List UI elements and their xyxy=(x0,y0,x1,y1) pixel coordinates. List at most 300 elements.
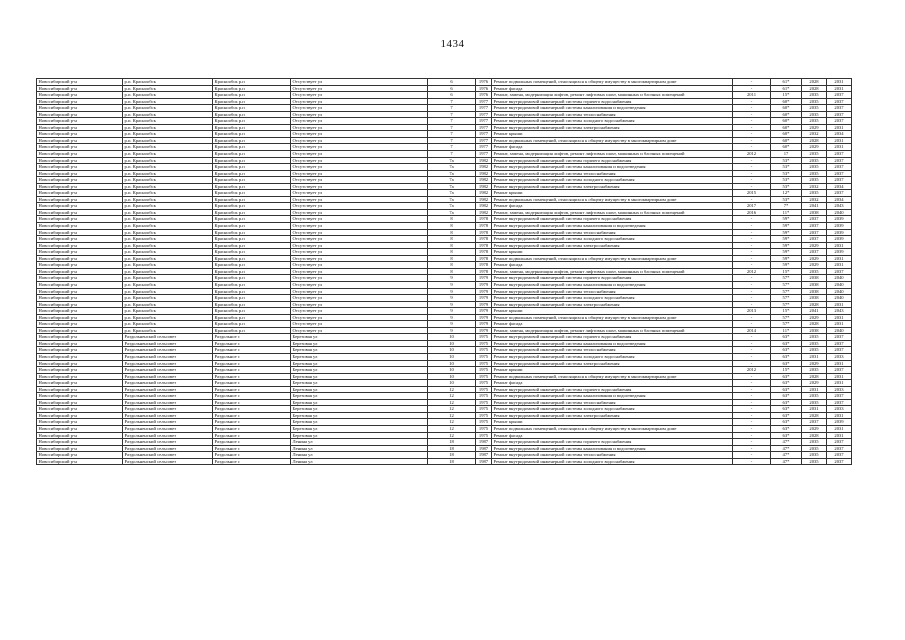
cell-year: 1979 xyxy=(476,295,492,302)
cell-last-repair-year: - xyxy=(733,196,771,203)
cell-wear-percent: 47* xyxy=(771,439,802,446)
cell-settlement: Раздольное с xyxy=(213,439,291,446)
cell-plan-end: 2037 xyxy=(827,268,852,275)
cell-street: Отсутствует ул xyxy=(291,124,428,131)
cell-district: Новосибирский р-н xyxy=(37,268,123,275)
cell-house: 12 xyxy=(428,399,476,406)
cell-district: Новосибирский р-н xyxy=(37,216,123,223)
cell-house: 8 xyxy=(428,216,476,223)
cell-work-type: Ремонт внутридомовой инженерной системы горячего водоснабжения xyxy=(492,157,733,164)
cell-settlement: Раздольное с xyxy=(213,367,291,374)
cell-work-type: Ремонт, замена, модернизация лифтов, ремонт лифтовых шахт, машинных и блочных помещений xyxy=(492,92,733,99)
cell-house: 6 xyxy=(428,85,476,92)
cell-year: 1975 xyxy=(476,373,492,380)
cell-street: Отсутствует ул xyxy=(291,190,428,197)
cell-plan-start: 2028 xyxy=(802,301,827,308)
cell-settlement: Краснообск р.п xyxy=(213,164,291,171)
cell-work-type: Ремонт фасада xyxy=(492,144,733,151)
cell-plan-end: 2033 xyxy=(827,386,852,393)
cell-municipality: р.п. Краснообск xyxy=(123,209,213,216)
cell-year: 1978 xyxy=(476,262,492,269)
cell-district: Новосибирский р-н xyxy=(37,209,123,216)
cell-last-repair-year: - xyxy=(733,380,771,387)
cell-district: Новосибирский р-н xyxy=(37,98,123,105)
cell-wear-percent: 63* xyxy=(771,399,802,406)
cell-house: 9 xyxy=(428,314,476,321)
cell-settlement: Краснообск р.п xyxy=(213,295,291,302)
cell-district: Новосибирский р-н xyxy=(37,373,123,380)
cell-street: Отсутствует ул xyxy=(291,79,428,86)
cell-wear-percent: 63* xyxy=(771,340,802,347)
cell-plan-end: 2031 xyxy=(827,380,852,387)
cell-last-repair-year: - xyxy=(733,118,771,125)
cell-district: Новосибирский р-н xyxy=(37,412,123,419)
cell-municipality: р.п. Краснообск xyxy=(123,111,213,118)
cell-wear-percent: 53* xyxy=(771,157,802,164)
cell-settlement: Краснообск р.п xyxy=(213,236,291,243)
cell-plan-end: 2039 xyxy=(827,223,852,230)
cell-year: 1975 xyxy=(476,432,492,439)
cell-plan-start: 2038 xyxy=(802,288,827,295)
cell-work-type: Ремонт внутридомовой инженерной системы горячего водоснабжения xyxy=(492,386,733,393)
cell-municipality: р.п. Краснообск xyxy=(123,157,213,164)
cell-settlement: Краснообск р.п xyxy=(213,281,291,288)
cell-work-type: Ремонт внутридомовой инженерной системы горячего водоснабжения xyxy=(492,98,733,105)
cell-plan-start: 2029 xyxy=(802,144,827,151)
cell-plan-start: 2041 xyxy=(802,308,827,315)
cell-plan-end: 2031 xyxy=(827,321,852,328)
cell-house: 9 xyxy=(428,301,476,308)
cell-house: 8 xyxy=(428,236,476,243)
cell-settlement: Раздольное с xyxy=(213,406,291,413)
cell-municipality: Раздольненский сельсовет xyxy=(123,458,213,465)
cell-last-repair-year: - xyxy=(733,236,771,243)
cell-street: Отсутствует ул xyxy=(291,209,428,216)
cell-street: Отсутствует ул xyxy=(291,170,428,177)
cell-last-repair-year: 2013 xyxy=(733,308,771,315)
cell-municipality: р.п. Краснообск xyxy=(123,249,213,256)
cell-wear-percent: 60* xyxy=(771,144,802,151)
cell-last-repair-year: - xyxy=(733,340,771,347)
cell-wear-percent: 59* xyxy=(771,223,802,230)
cell-settlement: Краснообск р.п xyxy=(213,288,291,295)
cell-year: 1979 xyxy=(476,275,492,282)
cell-wear-percent: 47* xyxy=(771,445,802,452)
cell-street: Отсутствует ул xyxy=(291,281,428,288)
cell-year: 1975 xyxy=(476,419,492,426)
cell-municipality: Раздольненский сельсовет xyxy=(123,373,213,380)
cell-settlement: Краснообск р.п xyxy=(213,105,291,112)
cell-wear-percent: 60* xyxy=(771,98,802,105)
cell-house: 6 xyxy=(428,79,476,86)
cell-district: Новосибирский р-н xyxy=(37,229,123,236)
cell-district: Новосибирский р-н xyxy=(37,452,123,459)
cell-house: 12 xyxy=(428,393,476,400)
cell-wear-percent: 60* xyxy=(771,118,802,125)
cell-year: 1975 xyxy=(476,399,492,406)
cell-year: 1978 xyxy=(476,249,492,256)
cell-plan-start: 2038 xyxy=(802,275,827,282)
cell-last-repair-year: - xyxy=(733,439,771,446)
cell-last-repair-year: - xyxy=(733,406,771,413)
cell-last-repair-year: 2012 xyxy=(733,151,771,158)
cell-wear-percent: 12* xyxy=(771,190,802,197)
cell-municipality: р.п. Краснообск xyxy=(123,301,213,308)
cell-wear-percent: 57* xyxy=(771,288,802,295)
cell-last-repair-year: - xyxy=(733,321,771,328)
cell-street: Ленина ул xyxy=(291,439,428,446)
cell-last-repair-year: - xyxy=(733,432,771,439)
cell-settlement: Краснообск р.п xyxy=(213,137,291,144)
cell-plan-end: 2031 xyxy=(827,314,852,321)
cell-plan-end: 2037 xyxy=(827,334,852,341)
cell-work-type: Ремонт внутридомовой инженерной системы холодного водоснабжения xyxy=(492,458,733,465)
cell-district: Новосибирский р-н xyxy=(37,111,123,118)
cell-year: 1982 xyxy=(476,157,492,164)
cell-municipality: Раздольненский сельсовет xyxy=(123,406,213,413)
cell-work-type: Ремонт внутридомовой инженерной системы горячего водоснабжения xyxy=(492,439,733,446)
cell-house: 9 xyxy=(428,327,476,334)
cell-wear-percent: 17 xyxy=(771,151,802,158)
cell-wear-percent: 57* xyxy=(771,281,802,288)
cell-plan-start: 2035 xyxy=(802,439,827,446)
cell-house: 8 xyxy=(428,262,476,269)
cell-wear-percent: 63* xyxy=(771,353,802,360)
cell-plan-end: 2037 xyxy=(827,340,852,347)
cell-district: Новосибирский р-н xyxy=(37,223,123,230)
cell-last-repair-year: - xyxy=(733,157,771,164)
cell-plan-start: 2028 xyxy=(802,321,827,328)
cell-street: Отсутствует ул xyxy=(291,151,428,158)
cell-wear-percent: 15* xyxy=(771,268,802,275)
cell-settlement: Раздольное с xyxy=(213,452,291,459)
cell-house: 9 xyxy=(428,308,476,315)
cell-street: Отсутствует ул xyxy=(291,92,428,99)
cell-settlement: Краснообск р.п xyxy=(213,190,291,197)
cell-district: Новосибирский р-н xyxy=(37,288,123,295)
cell-street: Березовая ул xyxy=(291,412,428,419)
cell-last-repair-year: - xyxy=(733,314,771,321)
cell-work-type: Ремонт крыши xyxy=(492,249,733,256)
cell-work-type: Ремонт подвальных помещений, относящихся к общему имуществу в многоквартирном доме xyxy=(492,137,733,144)
cell-settlement: Раздольное с xyxy=(213,432,291,439)
cell-district: Новосибирский р-н xyxy=(37,105,123,112)
cell-municipality: р.п. Краснообск xyxy=(123,216,213,223)
cell-plan-start: 2035 xyxy=(802,98,827,105)
cell-plan-end: 2037 xyxy=(827,111,852,118)
cell-municipality: Раздольненский сельсовет xyxy=(123,353,213,360)
cell-work-type: Ремонт фасада xyxy=(492,432,733,439)
cell-settlement: Краснообск р.п xyxy=(213,223,291,230)
cell-work-type: Ремонт внутридомовой инженерной системы теплоснабжения xyxy=(492,399,733,406)
cell-wear-percent: 59* xyxy=(771,255,802,262)
cell-plan-end: 2037 xyxy=(827,105,852,112)
cell-last-repair-year: 2014 xyxy=(733,327,771,334)
cell-work-type: Ремонт внутридомовой инженерной системы холодного водоснабжения xyxy=(492,406,733,413)
cell-wear-percent: 57* xyxy=(771,314,802,321)
cell-year: 1979 xyxy=(476,288,492,295)
cell-street: Отсутствует ул xyxy=(291,85,428,92)
cell-wear-percent: 15* xyxy=(771,92,802,99)
cell-last-repair-year: 2015 xyxy=(733,190,771,197)
cell-settlement: Краснообск р.п xyxy=(213,209,291,216)
cell-year: 1977 xyxy=(476,151,492,158)
cell-district: Новосибирский р-н xyxy=(37,190,123,197)
cell-house: 10 xyxy=(428,353,476,360)
cell-house: 12 xyxy=(428,412,476,419)
cell-plan-end: 2040 xyxy=(827,295,852,302)
cell-work-type: Ремонт внутридомовой инженерной системы теплоснабжения xyxy=(492,170,733,177)
cell-work-type: Ремонт внутридомовой инженерной системы канализования и водоотведения xyxy=(492,105,733,112)
cell-street: Березовая ул xyxy=(291,399,428,406)
cell-plan-end: 2037 xyxy=(827,151,852,158)
cell-house: 7 xyxy=(428,131,476,138)
cell-district: Новосибирский р-н xyxy=(37,281,123,288)
cell-district: Новосибирский р-н xyxy=(37,334,123,341)
cell-street: Березовая ул xyxy=(291,380,428,387)
cell-street: Отсутствует ул xyxy=(291,144,428,151)
cell-street: Отсутствует ул xyxy=(291,203,428,210)
cell-house: 7 xyxy=(428,98,476,105)
cell-house: 10 xyxy=(428,373,476,380)
cell-wear-percent: 59* xyxy=(771,262,802,269)
cell-last-repair-year: - xyxy=(733,137,771,144)
cell-street: Отсутствует ул xyxy=(291,98,428,105)
cell-house: 7 xyxy=(428,151,476,158)
cell-year: 1977 xyxy=(476,137,492,144)
cell-wear-percent: 63* xyxy=(771,406,802,413)
cell-settlement: Краснообск р.п xyxy=(213,203,291,210)
cell-plan-end: 2031 xyxy=(827,124,852,131)
cell-plan-start: 2029 xyxy=(802,360,827,367)
cell-settlement: Раздольное с xyxy=(213,386,291,393)
cell-wear-percent: 53* xyxy=(771,164,802,171)
cell-year: 1976 xyxy=(476,85,492,92)
cell-plan-end: 2040 xyxy=(827,327,852,334)
cell-plan-end: 2037 xyxy=(827,157,852,164)
cell-settlement: Краснообск р.п xyxy=(213,327,291,334)
cell-district: Новосибирский р-н xyxy=(37,321,123,328)
cell-plan-start: 2035 xyxy=(802,177,827,184)
cell-last-repair-year: - xyxy=(733,170,771,177)
cell-wear-percent: 57* xyxy=(771,321,802,328)
cell-settlement: Краснообск р.п xyxy=(213,170,291,177)
cell-house: 18 xyxy=(428,458,476,465)
cell-wear-percent: 61* xyxy=(771,85,802,92)
cell-plan-start: 2037 xyxy=(802,236,827,243)
cell-settlement: Краснообск р.п xyxy=(213,301,291,308)
cell-plan-end: 2037 xyxy=(827,452,852,459)
cell-wear-percent: 57* xyxy=(771,301,802,308)
cell-last-repair-year: - xyxy=(733,412,771,419)
cell-plan-end: 2037 xyxy=(827,190,852,197)
cell-work-type: Ремонт подвальных помещений, относящихся к общему имуществу в многоквартирном доме xyxy=(492,425,733,432)
cell-plan-start: 2035 xyxy=(802,118,827,125)
cell-street: Отсутствует ул xyxy=(291,321,428,328)
cell-year: 1987 xyxy=(476,439,492,446)
cell-street: Отсутствует ул xyxy=(291,131,428,138)
cell-last-repair-year: 2016 xyxy=(733,209,771,216)
cell-work-type: Ремонт внутридомовой инженерной системы канализования и водоотведения xyxy=(492,393,733,400)
cell-plan-start: 2037 xyxy=(802,249,827,256)
cell-work-type: Ремонт крыши xyxy=(492,367,733,374)
cell-plan-end: 2031 xyxy=(827,144,852,151)
cell-house: 9 xyxy=(428,275,476,282)
cell-house: 8 xyxy=(428,268,476,275)
cell-work-type: Ремонт подвальных помещений, относящихся к общему имуществу в многоквартирном доме xyxy=(492,255,733,262)
cell-plan-end: 2037 xyxy=(827,393,852,400)
cell-settlement: Раздольное с xyxy=(213,340,291,347)
cell-district: Новосибирский р-н xyxy=(37,353,123,360)
cell-district: Новосибирский р-н xyxy=(37,157,123,164)
cell-street: Березовая ул xyxy=(291,367,428,374)
cell-house: 7а xyxy=(428,196,476,203)
cell-municipality: р.п. Краснообск xyxy=(123,268,213,275)
cell-wear-percent: 11* xyxy=(771,209,802,216)
cell-settlement: Краснообск р.п xyxy=(213,196,291,203)
cell-last-repair-year: 2011 xyxy=(733,92,771,99)
cell-plan-end: 2031 xyxy=(827,412,852,419)
cell-municipality: р.п. Краснообск xyxy=(123,327,213,334)
cell-plan-end: 2037 xyxy=(827,347,852,354)
cell-wear-percent: 60* xyxy=(771,124,802,131)
cell-work-type: Ремонт фасада xyxy=(492,380,733,387)
cell-settlement: Краснообск р.п xyxy=(213,85,291,92)
cell-house: 6 xyxy=(428,92,476,99)
cell-wear-percent: 59* xyxy=(771,249,802,256)
cell-settlement: Раздольное с xyxy=(213,373,291,380)
cell-district: Новосибирский р-н xyxy=(37,347,123,354)
cell-last-repair-year: - xyxy=(733,373,771,380)
cell-house: 7 xyxy=(428,124,476,131)
cell-year: 1975 xyxy=(476,367,492,374)
cell-plan-start: 2035 xyxy=(802,151,827,158)
cell-street: Березовая ул xyxy=(291,432,428,439)
cell-wear-percent: 15* xyxy=(771,367,802,374)
cell-year: 1975 xyxy=(476,340,492,347)
cell-last-repair-year: - xyxy=(733,386,771,393)
cell-work-type: Ремонт подвальных помещений, относящихся к общему имуществу в многоквартирном доме xyxy=(492,314,733,321)
cell-plan-end: 2037 xyxy=(827,177,852,184)
cell-plan-end: 2031 xyxy=(827,79,852,86)
cell-house: 7а xyxy=(428,183,476,190)
cell-work-type: Ремонт фасада xyxy=(492,321,733,328)
cell-plan-end: 2034 xyxy=(827,196,852,203)
cell-last-repair-year: - xyxy=(733,347,771,354)
cell-street: Отсутствует ул xyxy=(291,177,428,184)
cell-plan-start: 2035 xyxy=(802,452,827,459)
cell-plan-start: 2035 xyxy=(802,367,827,374)
cell-street: Березовая ул xyxy=(291,419,428,426)
cell-work-type: Ремонт внутридомовой инженерной системы горячего водоснабжения xyxy=(492,275,733,282)
cell-street: Отсутствует ул xyxy=(291,262,428,269)
cell-plan-end: 2037 xyxy=(827,445,852,452)
cell-municipality: р.п. Краснообск xyxy=(123,255,213,262)
cell-district: Новосибирский р-н xyxy=(37,144,123,151)
cell-year: 1978 xyxy=(476,268,492,275)
cell-district: Новосибирский р-н xyxy=(37,367,123,374)
cell-settlement: Раздольное с xyxy=(213,347,291,354)
cell-year: 1979 xyxy=(476,308,492,315)
cell-settlement: Краснообск р.п xyxy=(213,92,291,99)
cell-wear-percent: 59* xyxy=(771,229,802,236)
cell-municipality: р.п. Краснообск xyxy=(123,92,213,99)
repair-schedule-table xyxy=(36,78,852,465)
cell-wear-percent: 47* xyxy=(771,458,802,465)
cell-plan-end: 2039 xyxy=(827,249,852,256)
cell-year: 1979 xyxy=(476,281,492,288)
cell-year: 1982 xyxy=(476,177,492,184)
cell-street: Отсутствует ул xyxy=(291,327,428,334)
cell-municipality: р.п. Краснообск xyxy=(123,164,213,171)
cell-municipality: р.п. Краснообск xyxy=(123,118,213,125)
cell-plan-start: 2035 xyxy=(802,334,827,341)
cell-house: 7 xyxy=(428,137,476,144)
cell-district: Новосибирский р-н xyxy=(37,131,123,138)
cell-district: Новосибирский р-н xyxy=(37,151,123,158)
cell-plan-start: 2032 xyxy=(802,196,827,203)
cell-settlement: Краснообск р.п xyxy=(213,249,291,256)
cell-municipality: Раздольненский сельсовет xyxy=(123,412,213,419)
cell-wear-percent: 63* xyxy=(771,334,802,341)
cell-plan-start: 2028 xyxy=(802,85,827,92)
cell-municipality: Раздольненский сельсовет xyxy=(123,399,213,406)
cell-street: Отсутствует ул xyxy=(291,308,428,315)
cell-work-type: Ремонт, замена, модернизация лифтов, ремонт лифтовых шахт, машинных и блочных помещений xyxy=(492,209,733,216)
cell-plan-start: 2037 xyxy=(802,216,827,223)
cell-year: 1982 xyxy=(476,209,492,216)
cell-plan-start: 2038 xyxy=(802,295,827,302)
cell-street: Отсутствует ул xyxy=(291,216,428,223)
cell-municipality: р.п. Краснообск xyxy=(123,137,213,144)
cell-work-type: Ремонт крыши xyxy=(492,190,733,197)
cell-wear-percent: 63* xyxy=(771,412,802,419)
cell-settlement: Краснообск р.п xyxy=(213,131,291,138)
cell-settlement: Краснообск р.п xyxy=(213,268,291,275)
cell-plan-start: 2031 xyxy=(802,386,827,393)
cell-last-repair-year: - xyxy=(733,393,771,400)
cell-last-repair-year: - xyxy=(733,419,771,426)
cell-plan-start: 2035 xyxy=(802,340,827,347)
cell-last-repair-year: - xyxy=(733,452,771,459)
cell-district: Новосибирский р-н xyxy=(37,406,123,413)
cell-work-type: Ремонт внутридомовой инженерной системы теплоснабжения xyxy=(492,111,733,118)
cell-plan-start: 2038 xyxy=(802,209,827,216)
cell-year: 1977 xyxy=(476,144,492,151)
cell-work-type: Ремонт внутридомовой инженерной системы холодного водоснабжения xyxy=(492,236,733,243)
cell-settlement: Краснообск р.п xyxy=(213,124,291,131)
cell-year: 1978 xyxy=(476,229,492,236)
cell-wear-percent: 63* xyxy=(771,393,802,400)
cell-plan-start: 2031 xyxy=(802,353,827,360)
cell-plan-end: 2037 xyxy=(827,164,852,171)
cell-municipality: Раздольненский сельсовет xyxy=(123,452,213,459)
cell-house: 12 xyxy=(428,419,476,426)
cell-municipality: Раздольненский сельсовет xyxy=(123,393,213,400)
cell-municipality: р.п. Краснообск xyxy=(123,288,213,295)
cell-plan-start: 2032 xyxy=(802,131,827,138)
cell-plan-start: 2029 xyxy=(802,380,827,387)
cell-street: Березовая ул xyxy=(291,393,428,400)
cell-district: Новосибирский р-н xyxy=(37,340,123,347)
cell-plan-end: 2031 xyxy=(827,137,852,144)
cell-district: Новосибирский р-н xyxy=(37,137,123,144)
cell-municipality: р.п. Краснообск xyxy=(123,236,213,243)
cell-municipality: р.п. Краснообск xyxy=(123,151,213,158)
cell-settlement: Краснообск р.п xyxy=(213,79,291,86)
cell-municipality: р.п. Краснообск xyxy=(123,98,213,105)
cell-house: 12 xyxy=(428,386,476,393)
